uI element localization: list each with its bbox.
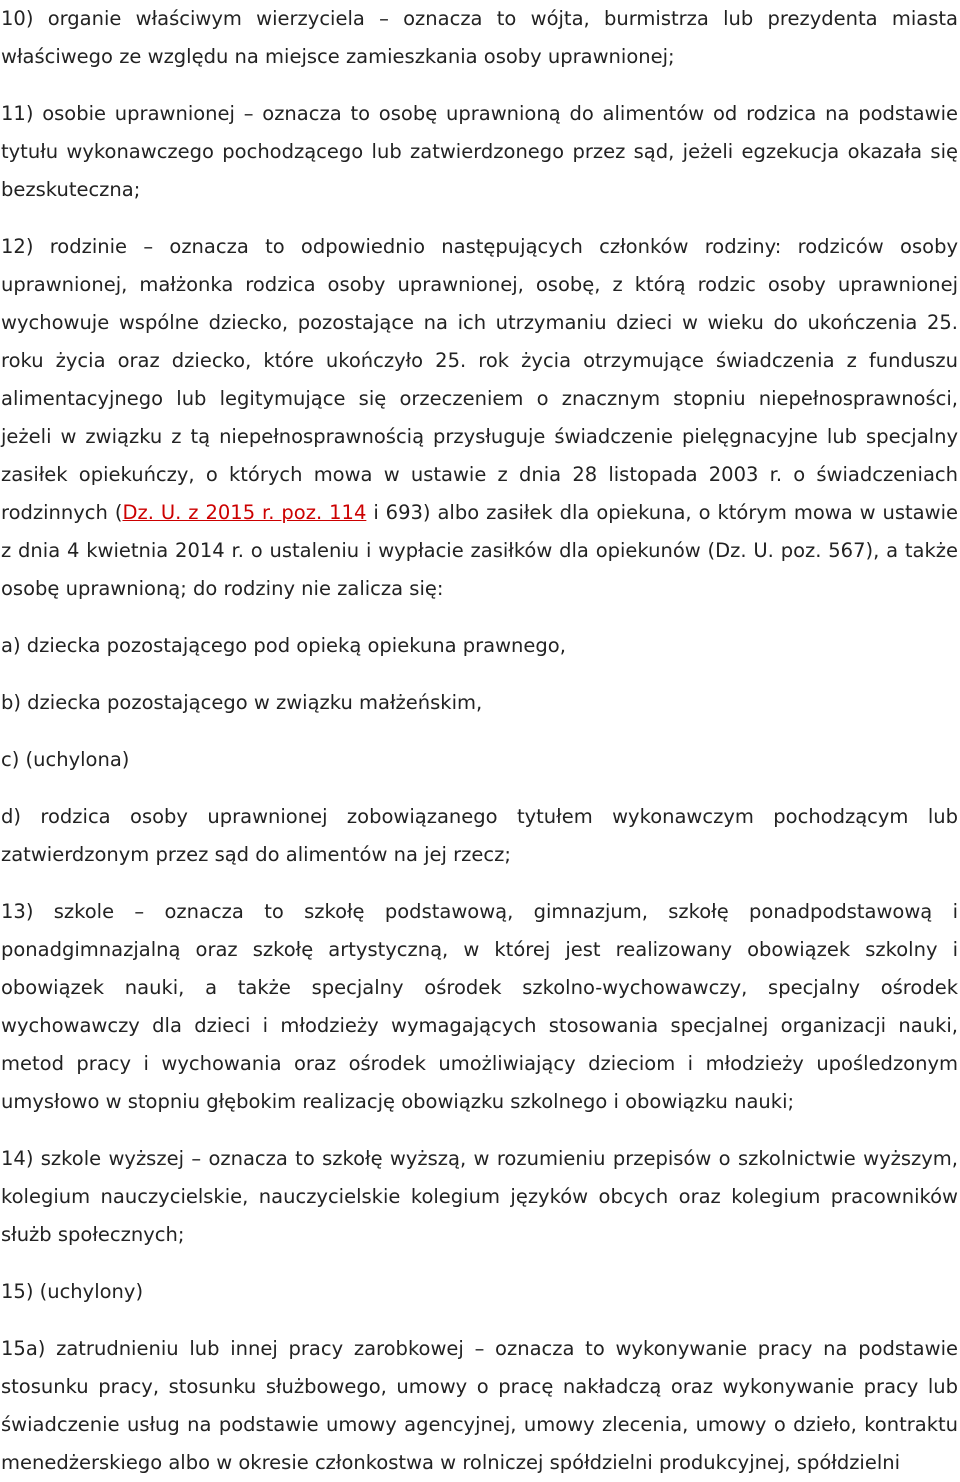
definition-12-text-start: 12) rodzinie – oznacza to odpowiednio następujących członków rodziny: rodziców osoby uprawnionej, małżonka rodzica osoby uprawnionej, osobę, z którą rodzic osoby uprawnionej wychowuje wspólne dziecko, pozostające na ich utrzymaniu dzieci w wieku do ukończenia 25. roku życia oraz dziecko, które ukończyło 25. rok życia otrzymujące świadczenia z funduszu alimentacyjnego lub legitymujące się orzeczeniem o znacznym stopniu niepełnosprawności, jeżeli w związku z tą niepełnosprawnością przysługuje świadczenie pielęgnacyjne lub specjalny zasiłek opiekuńczy, o których mowa w ustawie z dnia 28 listopada 2003 r. o świadczeniach rodzinnych ( — [1, 235, 958, 524]
definition-12 — [1, 228, 958, 608]
definition-12-item-b: b) dziecka pozostającego w związku małżeńskim, — [1, 691, 483, 714]
definition-12-item-d: d) rodzica osoby uprawnionej zobowiązanego tytułem wykonawczym pochodzącym lub zatwierdzonym przez sąd do alimentów na jej rzecz; — [1, 805, 958, 866]
legal-reference-link[interactable]: Dz. U. z 2015 r. poz. 114 — [122, 501, 367, 524]
definition-10: 10) organie właściwym wierzyciela – oznacza to wójta, burmistrza lub prezydenta miasta właściwego ze względu na miejsce zamieszkania osoby uprawnionej; — [1, 7, 958, 68]
definition-13: 13) szkole – oznacza to szkołę podstawową, gimnazjum, szkołę ponadpodstawową i ponadgimnazjalną oraz szkołę artystyczną, w której jest realizowany obowiązek szkolny i obowiązek nauki, a także specjalny ośrodek szkolno-wychowawczy, specjalny ośrodek wychowawczy dla dzieci i młodzieży wymagających stosowania specjalnej organizacji nauki, metod pracy i wychowania oraz ośrodek umożliwiający dzieciom i młodzieży upośledzonym umysłowo w stopniu głębokim realizację obowiązku szkolnego i obowiązku nauki; — [1, 900, 958, 1113]
definition-12-item-c: c) (uchylona) — [1, 748, 130, 771]
definition-15a: 15a) zatrudnieniu lub innej pracy zarobkowej – oznacza to wykonywanie pracy na podstawie stosunku pracy, stosunku służbowego, umowy o pracę nakładczą oraz wykonywanie pracy lub świadczenie usług na podstawie umowy agencyjnej, umowy zlecenia, umowy o dzieło, kontraktu menedżerskiego albo w okresie członkostwa w rolniczej spółdzielni produkcyjnej, spółdzielni — [1, 1337, 958, 1474]
definition-12-text-end: i 693) albo zasiłek dla opiekuna, o którym mowa w ustawie z dnia 4 kwietnia 2014 r. o ustaleniu i wypłacie zasiłków dla opiekunów (Dz. U. poz. 567), a także osobę uprawnioną; do rodziny nie zalicza się: — [1, 501, 958, 600]
definition-12-item-a: a) dziecka pozostającego pod opieką opiekuna prawnego, — [1, 634, 566, 657]
definition-14: 14) szkole wyższej – oznacza to szkołę wyższą, w rozumieniu przepisów o szkolnictwie wyższym, kolegium nauczycielskie, nauczycielskie kolegium języków obcych oraz kolegium pracowników służb społecznych; — [1, 1147, 958, 1246]
definition-11: 11) osobie uprawnionej – oznacza to osobę uprawnioną do alimentów od rodzica na podstawie tytułu wykonawczego pochodzącego lub zatwierdzonego przez sąd, jeżeli egzekucja okazała się bezskuteczna; — [1, 102, 958, 201]
definition-15: 15) (uchylony) — [1, 1280, 144, 1303]
